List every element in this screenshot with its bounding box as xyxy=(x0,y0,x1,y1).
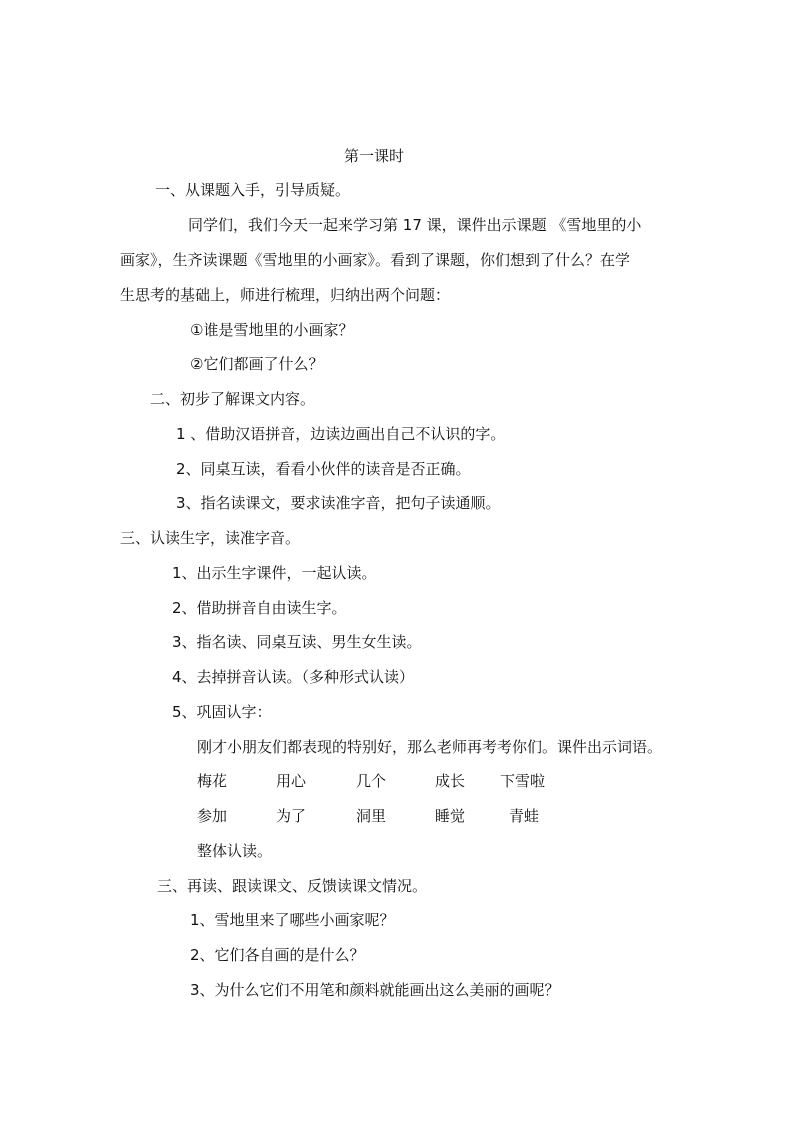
section2-item-3: 3、指名读课文，要求读准字音，把句子读通顺。 xyxy=(176,494,501,512)
word-item: 梅花 xyxy=(197,772,228,790)
word-item: 青蛙 xyxy=(509,807,540,825)
section4-heading: 三、再读、跟读课文、反馈读课文情况。 xyxy=(157,877,428,895)
section3-item-2: 2、借助拼音自由读生字。 xyxy=(172,599,347,617)
word-item: 睡觉 xyxy=(435,807,466,825)
word-item: 几个 xyxy=(356,772,387,790)
word-item: 下雪啦 xyxy=(500,772,546,790)
section3-intro: 刚才小朋友们都表现的特别好，那么老师再考考你们。课件出示词语。 xyxy=(197,738,663,756)
section3-item-3: 3、指名读、同桌互读、男生女生读。 xyxy=(172,633,422,651)
section1-heading: 一、从课题入手，引导质疑。 xyxy=(155,181,351,199)
section3-item-1: 1、出示生字课件，一起认读。 xyxy=(172,564,377,582)
section3-heading: 三、认读生字，读准字音。 xyxy=(120,529,301,547)
question-1: ①谁是雪地里的小画家？ xyxy=(190,321,354,339)
section3-item-5: 5、巩固认字： xyxy=(172,703,272,721)
page-title: 第一课时 xyxy=(344,147,405,165)
section1-paragraph-line3: 生思考的基础上，师进行梳理，归纳出两个问题： xyxy=(120,286,451,304)
word-item: 用心 xyxy=(276,772,307,790)
word-item: 为了 xyxy=(276,807,307,825)
section2-item-1: 1 、借助汉语拼音，边读边画出自己不认识的字。 xyxy=(176,425,506,443)
section1-paragraph-line1: 同学们，我们今天一起来学习第 17 课，课件出示课题 《雪地里的小 xyxy=(188,216,642,234)
section2-item-2: 2、同桌互读，看看小伙伴的读音是否正确。 xyxy=(176,460,471,478)
section1-paragraph-line2: 画家》，生齐读课题《雪地里的小画家》。看到了课题，你们想到了什么？在学 xyxy=(120,251,631,269)
section2-heading: 二、初步了解课文内容。 xyxy=(150,390,316,408)
word-item: 洞里 xyxy=(356,807,387,825)
word-item: 成长 xyxy=(435,772,466,790)
question-2: ②它们都画了什么？ xyxy=(190,355,324,373)
word-item: 参加 xyxy=(197,807,228,825)
section3-item-4: 4、去掉拼音认读。（多种形式认读） xyxy=(172,668,415,686)
section4-item-3: 3、为什么它们不用笔和颜料就能画出这么美丽的画呢？ xyxy=(190,981,560,999)
section4-item-2: 2、它们各自画的是什么？ xyxy=(190,946,365,964)
section3-closing: 整体认读。 xyxy=(197,842,273,860)
section4-item-1: 1、雪地里来了哪些小画家呢？ xyxy=(190,911,395,929)
